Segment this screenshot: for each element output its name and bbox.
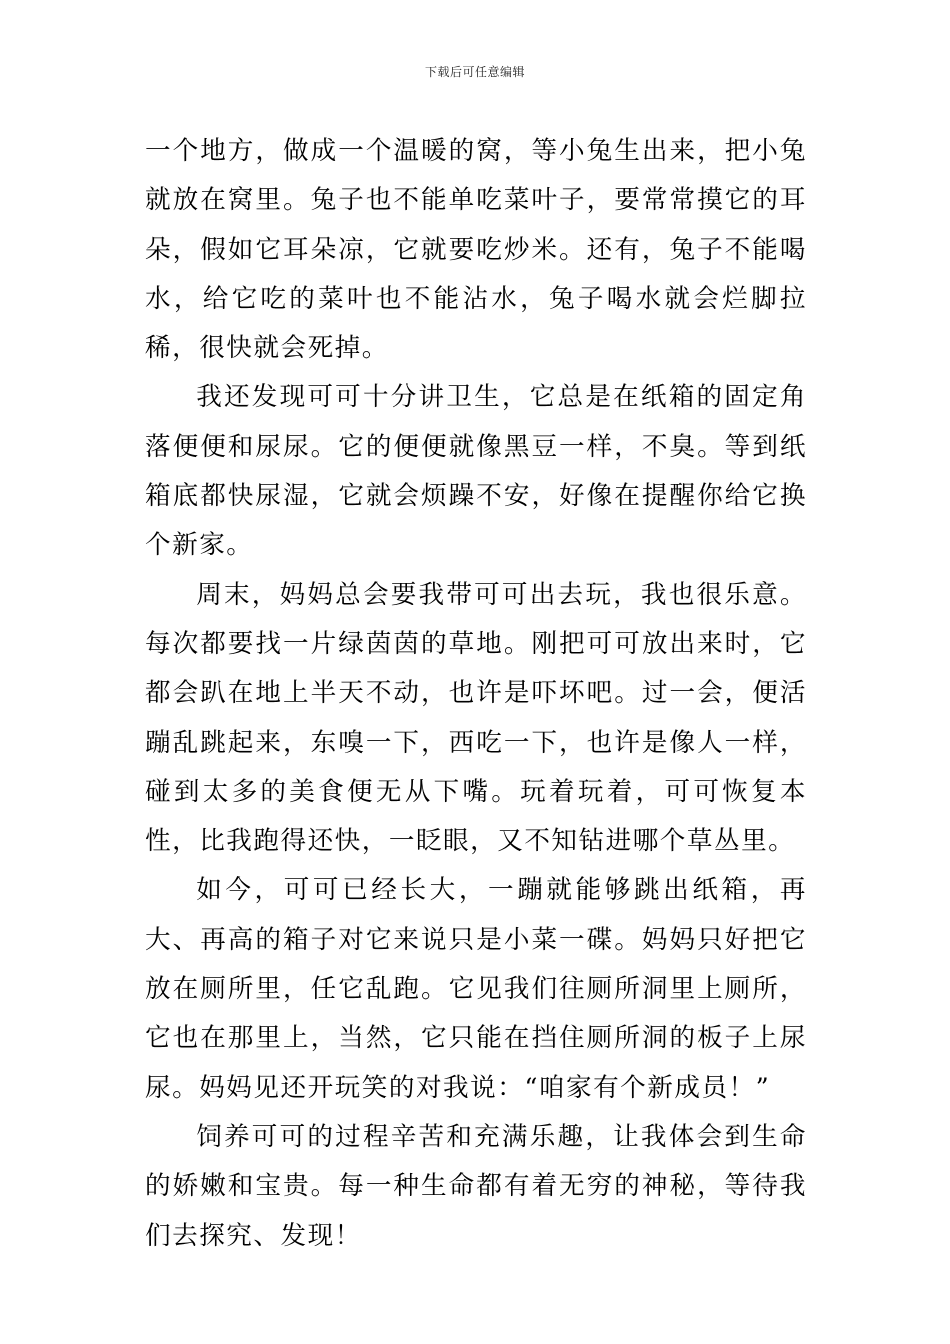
paragraph-2: 我还发现可可十分讲卫生，它总是在纸箱的固定角落便便和尿尿。它的便便就像黑豆一样，不臭。等到纸箱底都快尿湿，它就会烦躁不安，好像在提醒你给它换个新家。 <box>145 382 807 561</box>
header-note: 下载后可任意编辑 <box>424 65 525 79</box>
paragraph-1: 一个地方，做成一个温暖的窝，等小兔生出来，把小兔就放在窝里。兔子也不能单吃菜叶子，要常常摸它的耳朵，假如它耳朵凉，它就要吃炒米。还有，兔子不能喝水，给它吃的菜叶也不能沾水，兔子喝水就会烂脚拉稀，很快就会死掉。 <box>145 136 807 364</box>
paragraph-4: 如今，可可已经长大，一蹦就能够跳出纸箱，再大、再高的箱子对它来说只是小菜一碟。妈妈只好把它放在厕所里，任它乱跑。它见我们往厕所洞里上厕所，它也在那里上，当然，它只能在挡住厕所洞的板子上尿尿。妈妈见还开玩笑的对我说：“咱家有个新成员！” <box>145 875 807 1103</box>
paragraph-5: 饲养可可的过程辛苦和充满乐趣，让我体会到生命的娇嫩和宝贵。每一种生命都有着无穷的神秘，等待我们去探究、发现！ <box>145 1121 807 1251</box>
paragraph-3: 周末，妈妈总会要我带可可出去玩，我也很乐意。每次都要找一片绿茵茵的草地。刚把可可放出来时，它都会趴在地上半天不动，也许是吓坏吧。过一会，便活蹦乱跳起来，东嗅一下，西吃一下，也许是像人一样，碰到太多的美食便无从下嘴。玩着玩着，可可恢复本性，比我跑得还快，一眨眼，又不知钻进哪个草丛里。 <box>145 579 807 857</box>
document-body <box>145 127 807 1261</box>
